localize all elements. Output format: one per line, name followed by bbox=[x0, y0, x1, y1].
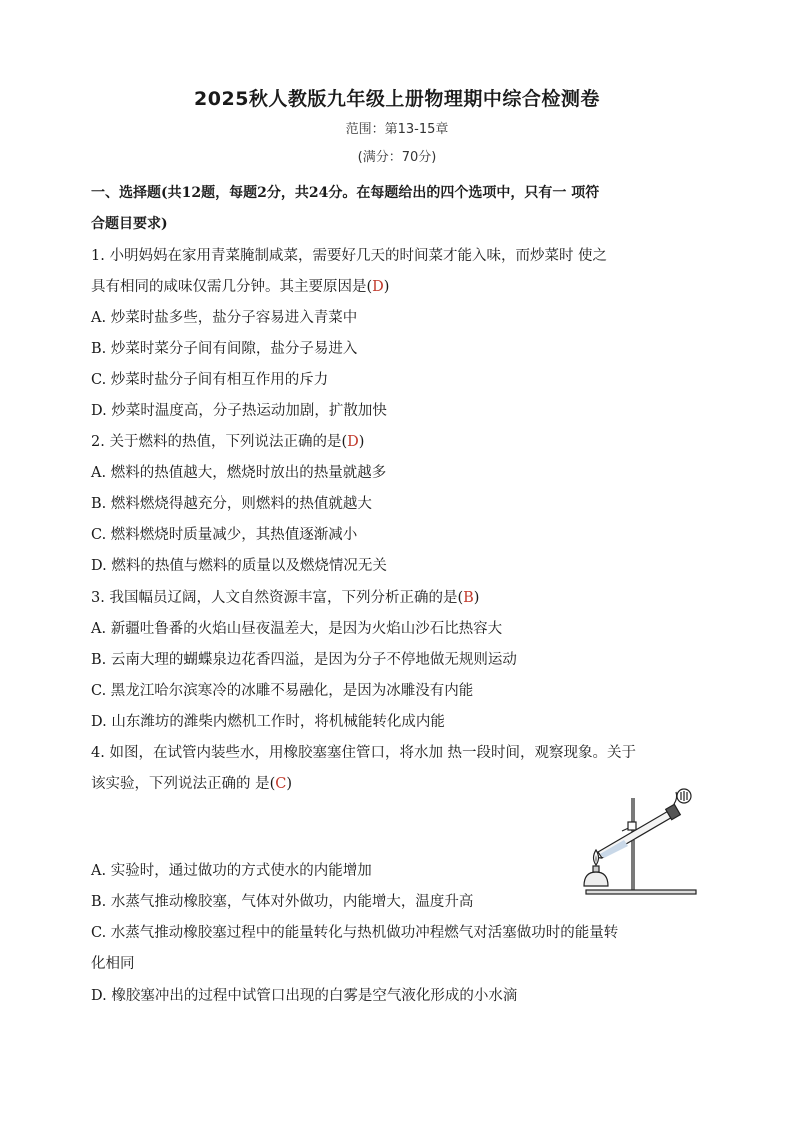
q1-option-a: A. 炒菜时盐多些，盐分子容易进入青菜中 bbox=[91, 310, 358, 326]
answer-q2: D bbox=[347, 434, 359, 450]
q4-option-d: D. 橡胶塞冲出的过程中试管口出现的白雾是空气液化形成的小水滴 bbox=[91, 988, 518, 1004]
question-3-stem: 3. 我国幅员辽阔，人文自然资源丰富，下列分析正确的是(B) bbox=[91, 590, 480, 606]
question-2-stem: 2. 关于燃料的热值，下列说法正确的是(D) bbox=[91, 434, 365, 450]
q4-option-c-cont: 化相同 bbox=[91, 956, 135, 972]
section-heading-cont: 合题目要求) bbox=[91, 216, 168, 232]
answer-q4: C bbox=[275, 776, 287, 792]
q3-option-a: A. 新疆吐鲁番的火焰山昼夜温差大，是因为火焰山沙石比热容大 bbox=[91, 621, 503, 637]
q1-option-d: D. 炒菜时温度高，分子热运动加剧，扩散加快 bbox=[91, 403, 387, 419]
q3-option-c: C. 黑龙江哈尔滨寒冷的冰雕不易融化，是因为冰雕没有内能 bbox=[91, 683, 474, 699]
q4-option-b: B. 水蒸气推动橡胶塞，气体对外做功，内能增大，温度升高 bbox=[91, 894, 474, 910]
q1-option-c: C. 炒菜时盐分子间有相互作用的斥力 bbox=[91, 372, 329, 388]
question-4-stem: 4. 如图，在试管内装些水，用橡胶塞塞住管口，将水加 热一段时间，观察现象。关于 bbox=[91, 745, 637, 761]
question-4-stem-cont: 该实验，下列说法正确的 是(C) bbox=[91, 776, 293, 792]
q2-option-c: C. 燃料燃烧时质量减少，其热值逐渐减小 bbox=[91, 527, 358, 543]
exam-range: 范围：第13-15章 bbox=[345, 122, 449, 137]
q2-option-b: B. 燃料燃烧得越充分，则燃料的热值就越大 bbox=[91, 496, 372, 512]
q3-option-b: B. 云南大理的蝴蝶泉边花香四溢，是因为分子不停地做无规则运动 bbox=[91, 652, 517, 668]
q1-option-b: B. 炒菜时菜分子间有间隙，盐分子易进入 bbox=[91, 341, 358, 357]
test-tube-heating-diagram bbox=[562, 786, 700, 898]
question-1-stem: 1. 小明妈妈在家用青菜腌制咸菜，需要好几天的时间菜才能入味，而炒菜时 使之 bbox=[91, 248, 608, 264]
q3-option-d: D. 山东潍坊的潍柴内燃机工作时，将机械能转化成内能 bbox=[91, 714, 445, 730]
answer-q3: B bbox=[463, 590, 474, 606]
section-heading: 一、选择题(共12题，每题2分，共24分。在每题给出的四个选项中，只有一 项符 bbox=[91, 185, 600, 201]
q4-option-a: A. 实验时，通过做功的方式使水的内能增加 bbox=[91, 863, 372, 879]
question-1-stem-cont: 具有相同的咸味仅需几分钟。其主要原因是(D) bbox=[91, 279, 390, 295]
q4-option-c: C. 水蒸气推动橡胶塞过程中的能量转化与热机做功冲程燃气对活塞做功时的能量转 bbox=[91, 925, 619, 941]
full-score: (满分：70分) bbox=[357, 150, 437, 165]
page-title: 2025秋人教版九年级上册物理期中综合检测卷 bbox=[194, 88, 600, 110]
answer-q1: D bbox=[372, 279, 384, 295]
q2-option-d: D. 燃料的热值与燃料的质量以及燃烧情况无关 bbox=[91, 558, 387, 574]
q2-option-a: A. 燃料的热值越大，燃烧时放出的热量就越多 bbox=[91, 465, 387, 481]
